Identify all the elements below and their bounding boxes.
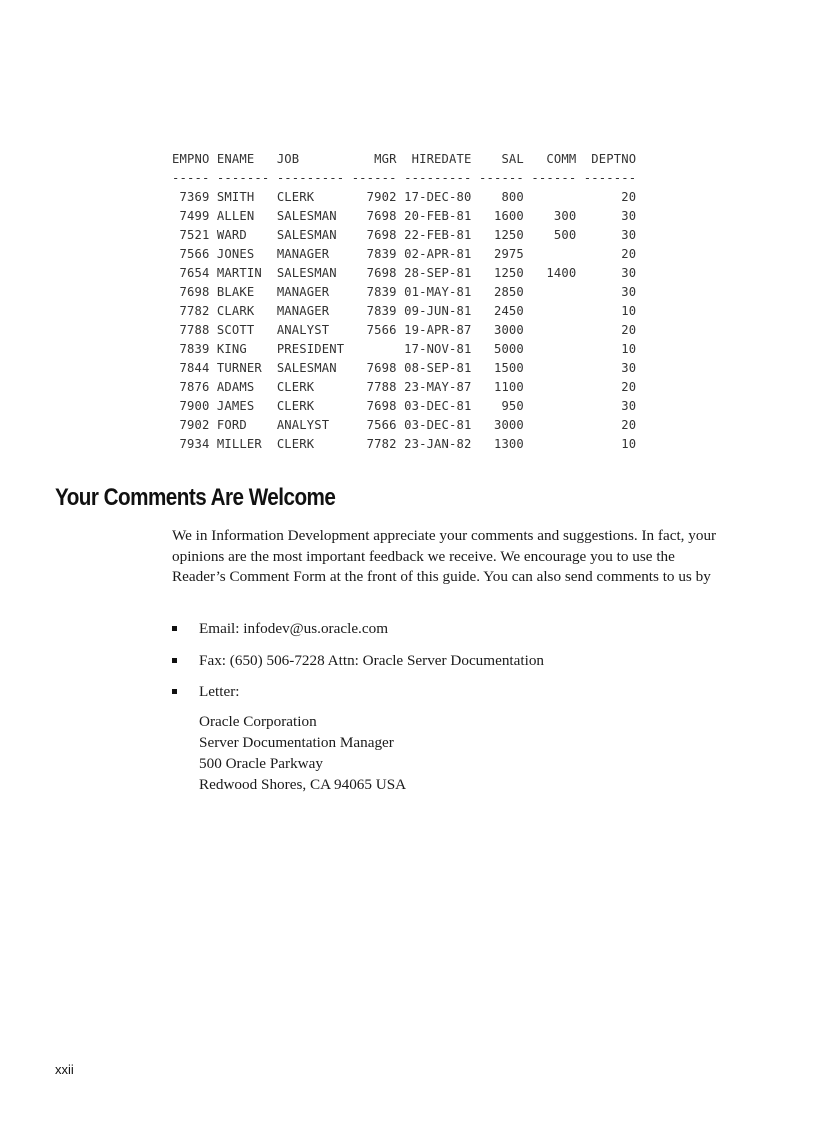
code-line-row: 7876 ADAMS CLERK 7788 23-MAY-87 1100 20 <box>172 380 637 394</box>
code-line-row: 7934 MILLER CLERK 7782 23-JAN-82 1300 10 <box>172 437 637 451</box>
contact-item-letter-text: Letter: <box>199 683 240 700</box>
code-line-row: 7654 MARTIN SALESMAN 7698 28-SEP-81 1250 1400 30 <box>172 266 637 280</box>
code-line-row: 7499 ALLEN SALESMAN 7698 20-FEB-81 1600 300 30 <box>172 209 637 223</box>
address-line-department: Server Documentation Manager <box>199 734 394 751</box>
employee-table-code-block <box>172 150 636 454</box>
intro-paragraph: We in Information Development appreciate your comments and suggestions. In fact, your opinions are the most important feedback we receive. We encourage you to use the Reader’s Comment Form at the front of this guide. You can also send comments to us by <box>172 527 717 585</box>
square-bullet-icon <box>172 658 177 663</box>
address-line-city: Redwood Shores, CA 94065 USA <box>199 776 407 793</box>
address-line-company: Oracle Corporation <box>199 713 317 730</box>
contact-item-letter <box>172 681 544 702</box>
section-title: Your Comments Are Welcome <box>55 484 336 511</box>
contact-item-fax-text: Fax: (650) 506-7228 Attn: Oracle Server Documentation <box>199 651 545 669</box>
code-line-row: 7782 CLARK MANAGER 7839 09-JUN-81 2450 10 <box>172 304 637 318</box>
square-bullet-icon <box>172 689 177 694</box>
contact-method-list <box>172 618 544 713</box>
code-line-row: 7566 JONES MANAGER 7839 02-APR-81 2975 20 <box>172 247 637 261</box>
contact-item-fax <box>172 650 544 671</box>
square-bullet-icon <box>172 626 177 631</box>
code-line-row: 7788 SCOTT ANALYST 7566 19-APR-87 3000 20 <box>172 323 637 337</box>
page-number: xxii <box>55 1062 74 1077</box>
code-line-row: 7844 TURNER SALESMAN 7698 08-SEP-81 1500 30 <box>172 361 637 375</box>
code-line-row: 7521 WARD SALESMAN 7698 22-FEB-81 1250 500 30 <box>172 228 637 242</box>
code-line-row: 7698 BLAKE MANAGER 7839 01-MAY-81 2850 30 <box>172 285 637 299</box>
code-line-header: EMPNO ENAME JOB MGR HIREDATE SAL COMM DEPTNO <box>172 152 637 166</box>
address-line-street: 500 Oracle Parkway <box>199 755 323 772</box>
code-line-row: 7839 KING PRESIDENT 17-NOV-81 5000 10 <box>172 342 637 356</box>
code-line-separator: ----- ------- --------- ------ --------- ------ ------ ------- <box>172 171 637 185</box>
code-line-row: 7900 JAMES CLERK 7698 03-DEC-81 950 30 <box>172 399 637 413</box>
contact-item-email-text: Email: infodev@us.oracle.com <box>199 620 389 637</box>
code-line-row: 7902 FORD ANALYST 7566 03-DEC-81 3000 20 <box>172 418 637 432</box>
contact-item-email <box>172 618 544 639</box>
code-line-row: 7369 SMITH CLERK 7902 17-DEC-80 800 20 <box>172 190 637 204</box>
mailing-address <box>199 711 406 795</box>
